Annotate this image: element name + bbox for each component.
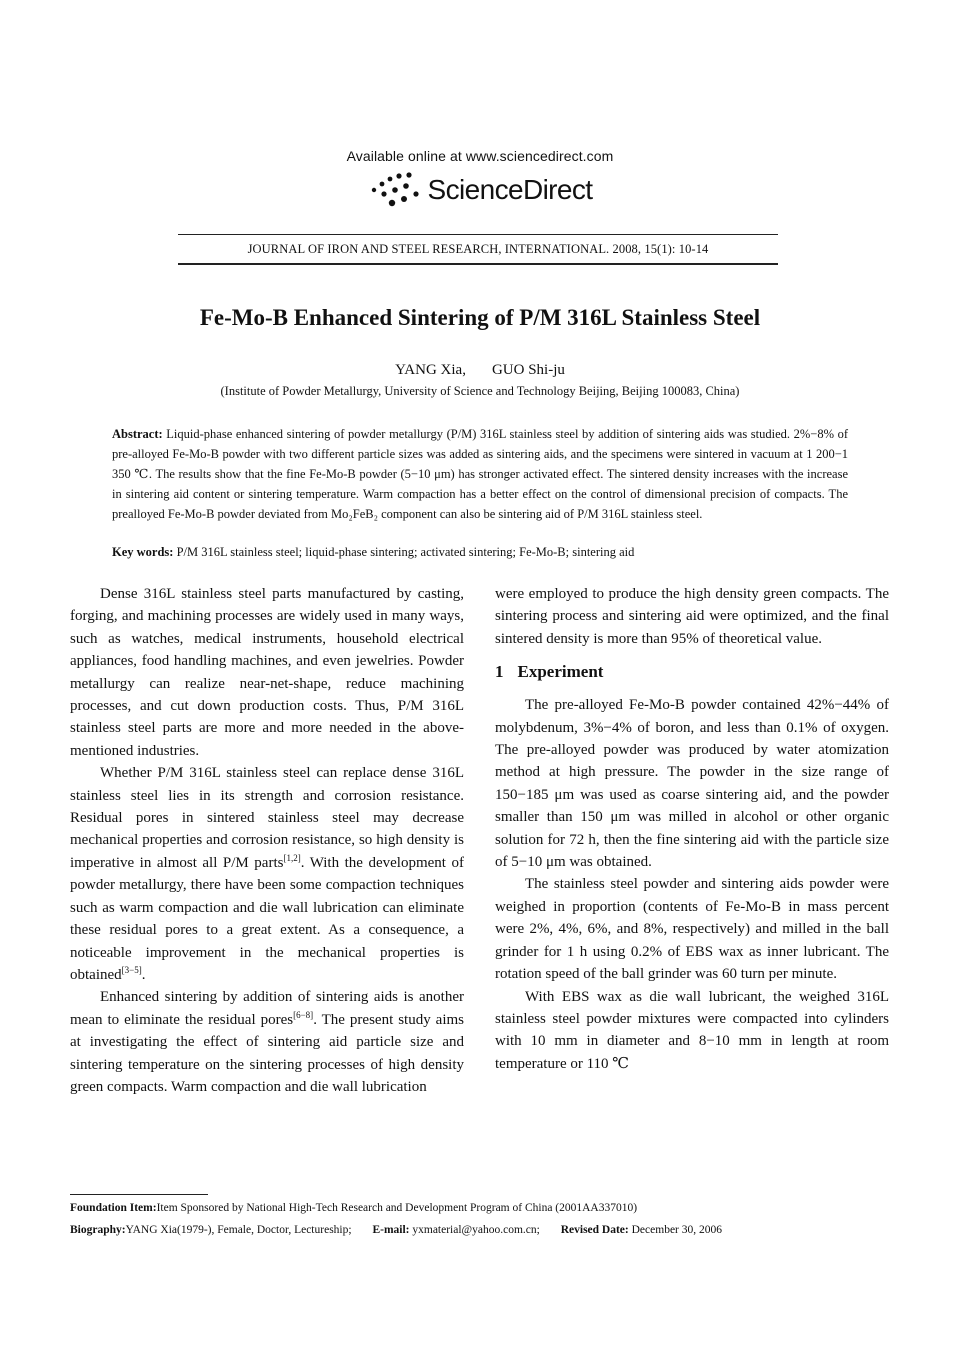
right-column — [495, 583, 889, 1075]
paragraph-text: . With the development of powder metallurgy, there have been some compaction techniques such as warm compaction and die wall lubrication can eliminate these residual pores to a great extent. As a consequence, a noticeable improvement in the mechanical properties is obtained — [70, 854, 464, 983]
abstract-text: Liquid-phase enhanced sintering of powder metallurgy (P/M) 316L stainless steel by addition of sintering aids was studied. 2%−8% of pre-alloyed Fe-Mo-B powder with two different particle sizes was added as sintering aids, and the specimens were sintered in vacuum at 1 200−1 350 ℃. The results show that the fine Fe-Mo-B powder (5−10 μm) has stronger activated effect. The sintered density increases with the increase in sintering aid content or sintering temperature. Warm compaction has a better effect on the control of dimensional precision of compacts. The prealloyed Fe-Mo-B powder deviated from Mo₂FeB₂ component can also be sintering aid of P/M 316L stainless steel. — [112, 427, 849, 521]
email-label: E-mail: — [372, 1224, 410, 1236]
footnote-biography — [70, 1219, 890, 1241]
citation: [3−5] — [121, 964, 142, 975]
paragraph: With EBS wax as die wall lubricant, the weighed 316L stainless steel powder mixtures were compacted into cylinders with 10 mm in diameter and 8−10 mm in length at room temperature or 110 ℃ — [495, 988, 889, 1072]
abstract-label: Abstract: — [112, 427, 163, 441]
keywords — [112, 542, 848, 562]
author-list — [0, 362, 960, 379]
publisher-header — [0, 148, 960, 210]
revised-date-text: December 30, 2006 — [631, 1224, 722, 1236]
footnote-rule — [70, 1194, 208, 1195]
sciencedirect-logo — [0, 170, 960, 210]
keywords-text: P/M 316L stainless steel; liquid-phase sintering; activated sintering; Fe-Mo-B; sintering aid — [176, 545, 635, 559]
author-affiliation: (Institute of Powder Metallurgy, University of Science and Technology Beijing, Beijing 100083, China) — [220, 384, 740, 398]
paragraph-text: . — [141, 966, 146, 983]
journal-citation-block — [178, 234, 778, 265]
paragraph-text: Whether P/M 316L stainless steel can replace dense 316L stainless steel lies in its strength and corrosion resistance. Residual pores in sintered stainless steel may decrease mechanical properties and corrosion resistance, so high density is imperative in almost all P/M parts — [70, 765, 464, 871]
paragraph-text: Enhanced sintering by addition of sintering aids is another mean to eliminate the residual pores — [70, 989, 464, 1028]
citation: [1,2] — [283, 852, 301, 863]
abstract — [112, 424, 848, 524]
paragraph: The pre-alloyed Fe-Mo-B powder contained 42%−44% of molybdenum, 3%−4% of boron, and less than 0.1% of oxygen. The pre-alloyed powder was produced by water atomization method at high pressure. The powder in the size range of 150−185 μm was used as coarse sintering aid, and the powder smaller than 150 μm was milled in alcohol or other organic solution for 72 h, then the fine sintering aid with the particle size of 5−10 μm was obtained. — [495, 697, 889, 871]
sciencedirect-wordmark: ScienceDirect — [427, 174, 593, 205]
journal-bottom-rule — [178, 263, 778, 265]
keywords-label: Key words: — [112, 545, 174, 559]
paragraph — [70, 762, 464, 986]
footnotes — [70, 1194, 890, 1241]
biography-label: Biography: — [70, 1224, 126, 1236]
paragraph: were employed to produce the high density green compacts. The sintering process and sintering aid were optimized, and the final sintered density is more than 95% of theoretical value. — [495, 586, 889, 647]
author-1: YANG Xia, — [395, 362, 466, 378]
footnote-foundation — [70, 1197, 890, 1219]
section-heading — [495, 661, 889, 683]
revised-date-label: Revised Date: — [560, 1224, 629, 1236]
journal-citation: JOURNAL OF IRON AND STEEL RESEARCH, INTERNATIONAL. 2008, 15(1): 10-14 — [247, 242, 709, 256]
paragraph: The stainless steel powder and sintering aids powder were weighed in proportion (contents of Fe-Mo-B in mass percent were 2%, 4%, 6%, and 8%, respectively) and milled in the ball grinder for 1 h using 0.2% of EBS wax as inner lubricant. The rotation speed of the ball grinder was 60 turn per minute. — [495, 876, 889, 983]
section-number: 1 — [495, 662, 504, 682]
paper-title: Fe-Mo-B Enhanced Sintering of P/M 316L Stainless Steel — [199, 305, 761, 330]
citation: [6−8] — [293, 1009, 314, 1020]
sciencedirect-dots-icon — [368, 170, 426, 210]
email-text: yxmaterial@yahoo.com.cn; — [412, 1224, 540, 1236]
paragraph — [70, 986, 464, 1098]
biography-text: YANG Xia(1979-), Female, Doctor, Lectureship; — [125, 1224, 352, 1236]
left-column — [70, 583, 464, 1098]
foundation-label: Foundation Item: — [70, 1202, 157, 1214]
paragraph: Dense 316L stainless steel parts manufactured by casting, forging, and machining processes are widely used in many ways, such as watches, medical instruments, household electrical appliances, food handling machines, and even jewelries. Powder metallurgy can realize near-net-shape, reduce machining processes, and cut down production costs. Thus, P/M 316L stainless steel parts are more and more needed in the above-mentioned industries. — [70, 586, 464, 759]
author-2: GUO Shi-ju — [491, 362, 565, 378]
availability-notice: Available online at www.sciencedirect.com — [346, 148, 614, 164]
section-title: Experiment — [517, 662, 604, 682]
paragraph-text: . The present study aims at investigating the effect of sintering aid particle size and sintering temperature on the sintering processes of high density green compacts. Warm compaction and die wall lubrication — [70, 1011, 465, 1095]
foundation-text: Item Sponsored by National High-Tech Research and Development Program of China (2001AA337010) — [156, 1202, 638, 1214]
